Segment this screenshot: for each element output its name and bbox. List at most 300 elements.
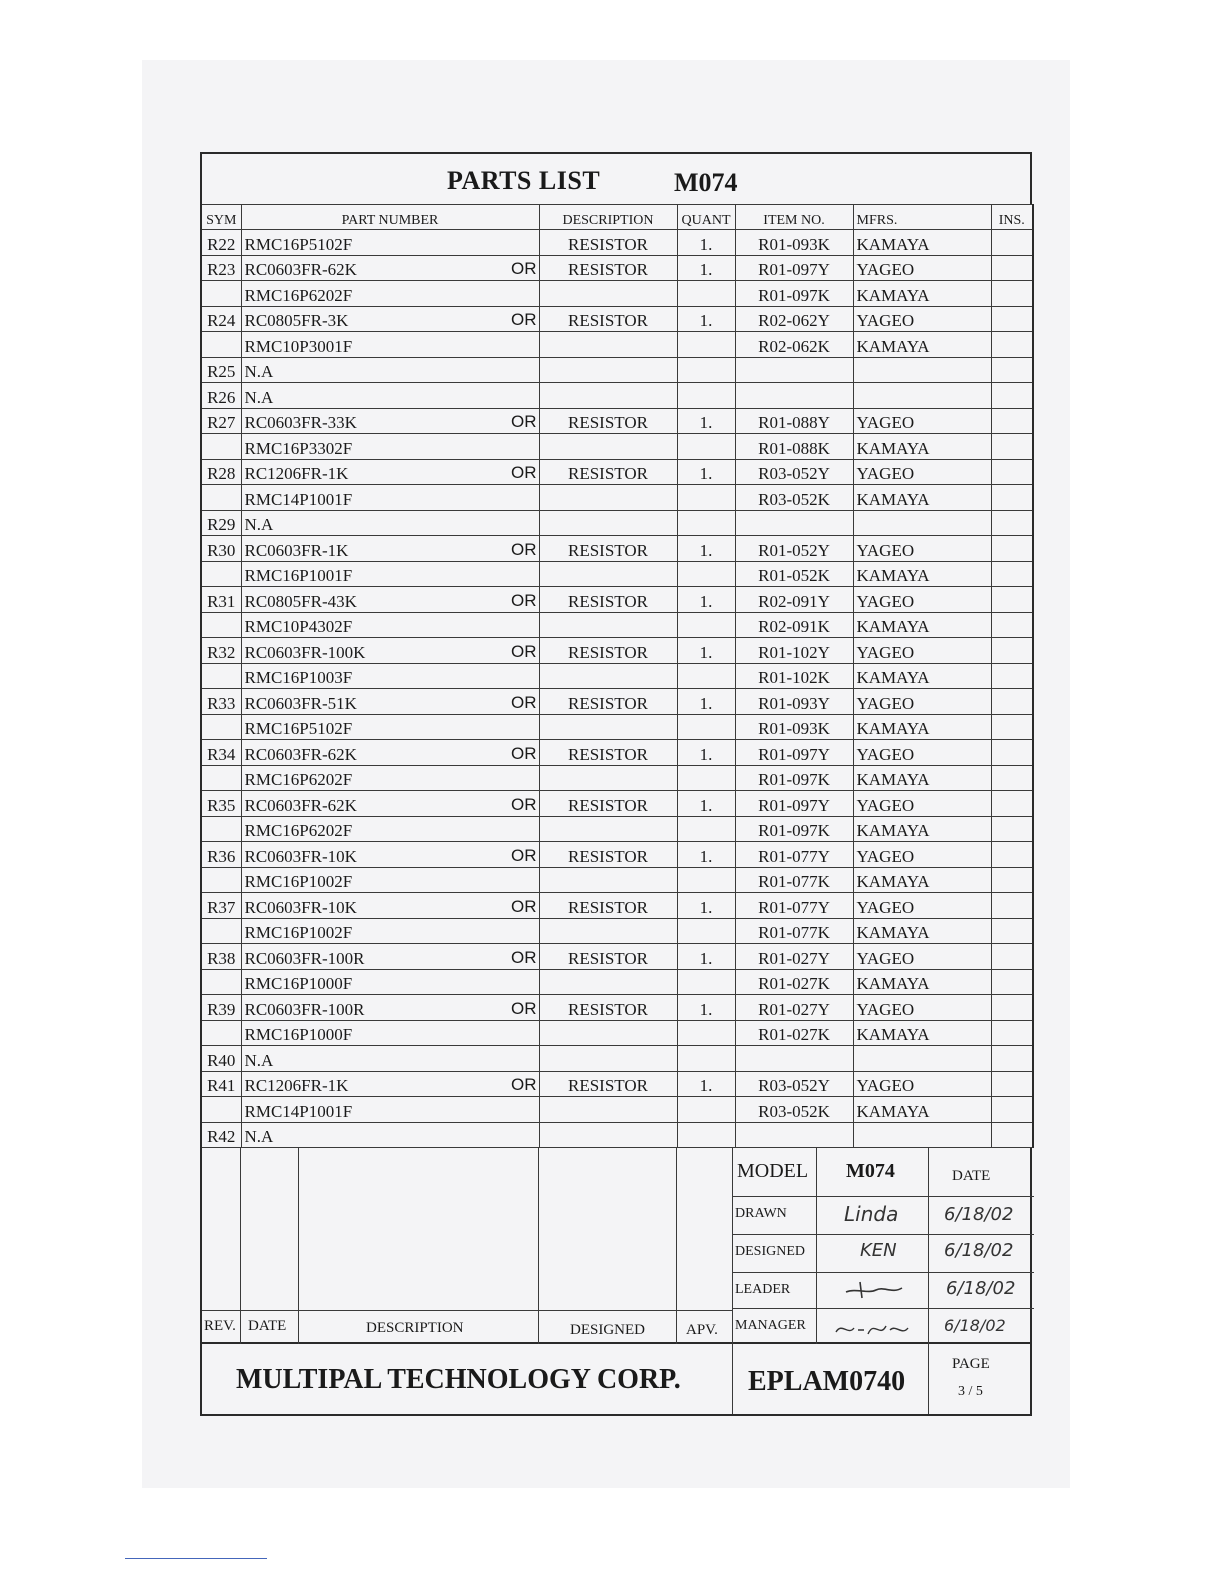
row-quantity — [677, 1046, 735, 1072]
row-sym: R24 — [201, 306, 241, 332]
row-description: RESISTOR — [539, 638, 677, 664]
row-part-cell — [241, 714, 539, 740]
title-row — [200, 152, 1032, 204]
row-sym: R37 — [201, 893, 241, 919]
row-quantity: 1. — [677, 638, 735, 664]
row-part-number: RMC14P1001F — [244, 489, 353, 509]
row-description: RESISTOR — [539, 791, 677, 817]
row-manufacturer — [853, 1122, 991, 1148]
table-row — [201, 918, 1033, 944]
row-item-no: R02-062Y — [735, 306, 853, 332]
row-part-cell — [241, 638, 539, 664]
row-part-number: RMC16P3302F — [244, 438, 353, 458]
row-ins — [991, 1046, 1033, 1072]
row-description — [539, 357, 677, 383]
table-row — [201, 587, 1033, 613]
model-label: MODEL — [737, 1160, 809, 1182]
drawn-signature: Linda — [844, 1202, 899, 1226]
row-part-number: RMC16P1000F — [244, 974, 353, 993]
row-manufacturer: YAGEO — [853, 255, 991, 281]
leader-signature — [842, 1276, 906, 1302]
row-item-no: R01-077K — [735, 918, 853, 944]
row-part-number: N.A — [244, 362, 274, 381]
row-or-marker: OR — [511, 692, 537, 712]
leader-label: LEADER — [735, 1282, 791, 1297]
row-manufacturer: YAGEO — [853, 536, 991, 562]
row-quantity: 1. — [677, 842, 735, 868]
row-part-cell — [241, 842, 539, 868]
row-sym: R33 — [201, 689, 241, 715]
row-ins — [991, 332, 1033, 358]
row-ins — [991, 587, 1033, 613]
table-row — [201, 1071, 1033, 1097]
table-row — [201, 510, 1033, 536]
row-quantity: 1. — [677, 689, 735, 715]
row-part-number: RMC16P1001F — [244, 566, 353, 585]
row-manufacturer: YAGEO — [853, 689, 991, 715]
row-sym: R39 — [201, 995, 241, 1021]
row-part-cell — [241, 383, 539, 409]
rev-date-label: DATE — [248, 1318, 287, 1334]
parts-list-sheet — [200, 152, 1032, 1416]
row-ins — [991, 1020, 1033, 1046]
row-part-number: RMC14P1001F — [244, 1101, 353, 1121]
row-sym — [201, 612, 241, 638]
row-or-marker: OR — [511, 310, 537, 329]
parts-table — [200, 204, 1034, 1148]
row-description — [539, 281, 677, 307]
row-quantity — [677, 434, 735, 460]
row-ins — [991, 740, 1033, 766]
row-ins — [991, 765, 1033, 791]
row-item-no: R01-077K — [735, 867, 853, 893]
row-manufacturer: YAGEO — [853, 995, 991, 1021]
row-ins — [991, 867, 1033, 893]
row-item-no: R01-093K — [735, 714, 853, 740]
row-ins — [991, 816, 1033, 842]
footnote-rule — [125, 1558, 267, 1559]
row-ins — [991, 944, 1033, 970]
row-description: RESISTOR — [539, 893, 677, 919]
row-quantity — [677, 281, 735, 307]
row-description: RESISTOR — [539, 995, 677, 1021]
row-manufacturer: YAGEO — [853, 842, 991, 868]
table-row — [201, 765, 1033, 791]
row-manufacturer: YAGEO — [853, 740, 991, 766]
row-manufacturer: YAGEO — [853, 1071, 991, 1097]
row-description: RESISTOR — [539, 408, 677, 434]
row-part-cell — [241, 306, 539, 332]
row-ins — [991, 485, 1033, 511]
row-part-cell — [241, 281, 539, 307]
row-part-number: RC0603FR-100K — [244, 642, 366, 662]
row-item-no: R01-102Y — [735, 638, 853, 664]
row-description — [539, 969, 677, 995]
row-ins — [991, 842, 1033, 868]
row-part-cell — [241, 689, 539, 715]
row-ins — [991, 612, 1033, 638]
row-manufacturer: KAMAYA — [853, 714, 991, 740]
row-sym: R34 — [201, 740, 241, 766]
row-part-cell — [241, 408, 539, 434]
table-row — [201, 1046, 1033, 1072]
row-item-no: R01-052Y — [735, 536, 853, 562]
row-item-no: R01-097Y — [735, 255, 853, 281]
row-item-no: R03-052Y — [735, 459, 853, 485]
row-sym: R26 — [201, 383, 241, 409]
row-item-no: R01-102K — [735, 663, 853, 689]
table-row — [201, 740, 1033, 766]
row-item-no: R01-088Y — [735, 408, 853, 434]
row-or-marker: OR — [511, 794, 537, 814]
row-part-cell — [241, 459, 539, 485]
table-row — [201, 969, 1033, 995]
row-quantity — [677, 663, 735, 689]
row-sym — [201, 867, 241, 893]
row-sym — [201, 969, 241, 995]
row-ins — [991, 434, 1033, 460]
row-item-no: R01-052K — [735, 561, 853, 587]
row-quantity: 1. — [677, 791, 735, 817]
row-part-number: RMC16P6202F — [244, 285, 353, 305]
row-part-number: RC0603FR-62K — [244, 795, 357, 815]
model-value: M074 — [846, 1160, 895, 1182]
row-part-number: RC0603FR-10K — [244, 897, 357, 917]
row-description: RESISTOR — [539, 689, 677, 715]
row-sym: R31 — [201, 587, 241, 613]
row-sym: R40 — [201, 1046, 241, 1072]
row-description: RESISTOR — [539, 459, 677, 485]
row-quantity: 1. — [677, 306, 735, 332]
row-part-cell — [241, 867, 539, 893]
row-manufacturer: YAGEO — [853, 791, 991, 817]
col-header-quant: QUANT — [677, 205, 735, 230]
table-row — [201, 816, 1033, 842]
row-sym: R28 — [201, 459, 241, 485]
col-header-item-no: ITEM NO. — [735, 205, 853, 230]
row-part-number: RMC16P1000F — [244, 1025, 353, 1044]
table-row — [201, 281, 1033, 307]
table-row — [201, 893, 1033, 919]
row-ins — [991, 306, 1033, 332]
row-or-marker: OR — [511, 947, 537, 967]
table-row — [201, 944, 1033, 970]
row-part-cell — [241, 1071, 539, 1097]
rev-label: REV. — [204, 1318, 236, 1334]
row-sym — [201, 434, 241, 460]
row-part-cell — [241, 485, 539, 511]
row-manufacturer: KAMAYA — [853, 561, 991, 587]
table-row — [201, 434, 1033, 460]
row-part-number: RC0603FR-100R — [244, 948, 365, 968]
row-ins — [991, 383, 1033, 409]
row-part-cell — [241, 740, 539, 766]
row-part-cell — [241, 612, 539, 638]
row-quantity — [677, 1122, 735, 1148]
row-quantity: 1. — [677, 944, 735, 970]
row-sym: R29 — [201, 510, 241, 536]
row-ins — [991, 255, 1033, 281]
row-quantity — [677, 1097, 735, 1123]
col-header-sym: SYM — [201, 205, 241, 230]
row-manufacturer: KAMAYA — [853, 867, 991, 893]
row-manufacturer: KAMAYA — [853, 612, 991, 638]
row-or-marker: OR — [511, 590, 537, 610]
row-ins — [991, 357, 1033, 383]
row-or-marker: OR — [511, 845, 537, 865]
title-model-code: M074 — [674, 168, 738, 197]
row-quantity — [677, 867, 735, 893]
row-quantity — [677, 357, 735, 383]
page-label: PAGE — [952, 1356, 990, 1372]
row-part-number: N.A — [244, 387, 274, 407]
date-label: DATE — [952, 1168, 991, 1184]
row-manufacturer: KAMAYA — [853, 1097, 991, 1123]
row-manufacturer: KAMAYA — [853, 230, 991, 256]
page-title: PARTS LIST — [447, 166, 601, 195]
row-sym — [201, 561, 241, 587]
footer-block — [200, 1344, 1032, 1416]
row-or-marker: OR — [511, 259, 537, 278]
designed-signature: KEN — [860, 1240, 897, 1261]
row-or-marker: OR — [511, 463, 537, 482]
row-description: RESISTOR — [539, 536, 677, 562]
row-ins — [991, 408, 1033, 434]
row-part-number: RC0603FR-62K — [244, 744, 357, 764]
row-part-number: RMC16P5102F — [244, 234, 353, 254]
row-description: RESISTOR — [539, 842, 677, 868]
row-ins — [991, 689, 1033, 715]
row-sym — [201, 714, 241, 740]
revision-and-title-block — [200, 1148, 1032, 1344]
document-number: EPLAM0740 — [748, 1366, 906, 1397]
row-manufacturer — [853, 1046, 991, 1072]
row-description — [539, 485, 677, 511]
row-or-marker: OR — [511, 998, 537, 1018]
row-sym — [201, 663, 241, 689]
table-row — [201, 689, 1033, 715]
row-or-marker: OR — [511, 896, 537, 916]
row-part-number: N.A — [244, 1050, 274, 1070]
row-ins — [991, 663, 1033, 689]
row-manufacturer: KAMAYA — [853, 1020, 991, 1046]
row-part-number: RC0603FR-1K — [244, 540, 349, 560]
table-row — [201, 638, 1033, 664]
row-sym — [201, 918, 241, 944]
row-sym: R23 — [201, 255, 241, 281]
table-row — [201, 714, 1033, 740]
row-sym: R22 — [201, 230, 241, 256]
row-item-no: R01-077Y — [735, 893, 853, 919]
row-item-no: R01-097K — [735, 816, 853, 842]
row-ins — [991, 561, 1033, 587]
table-row — [201, 536, 1033, 562]
row-description — [539, 918, 677, 944]
row-part-number: RC0603FR-10K — [244, 846, 357, 866]
row-description — [539, 867, 677, 893]
table-row — [201, 1020, 1033, 1046]
row-part-number: RC0603FR-100R — [244, 999, 365, 1019]
row-item-no: R02-062K — [735, 332, 853, 358]
row-part-cell — [241, 1020, 539, 1046]
row-part-cell — [241, 434, 539, 460]
designed-label: DESIGNED — [735, 1244, 805, 1259]
row-quantity: 1. — [677, 893, 735, 919]
row-ins — [991, 230, 1033, 256]
col-header-description: DESCRIPTION — [539, 205, 677, 230]
row-part-cell — [241, 791, 539, 817]
manager-signature — [832, 1316, 912, 1340]
row-quantity: 1. — [677, 995, 735, 1021]
row-description — [539, 663, 677, 689]
row-item-no: R01-088K — [735, 434, 853, 460]
row-description: RESISTOR — [539, 230, 677, 256]
row-quantity — [677, 332, 735, 358]
row-or-marker: OR — [511, 412, 537, 431]
table-row — [201, 561, 1033, 587]
row-ins — [991, 893, 1033, 919]
row-or-marker: OR — [511, 641, 537, 661]
table-row — [201, 255, 1033, 281]
row-part-cell — [241, 893, 539, 919]
rev-apv-label: APV. — [686, 1322, 718, 1338]
row-sym — [201, 485, 241, 511]
row-or-marker: OR — [511, 1075, 537, 1094]
row-manufacturer: KAMAYA — [853, 281, 991, 307]
row-sym — [201, 281, 241, 307]
row-description — [539, 510, 677, 536]
row-item-no: R03-052K — [735, 1097, 853, 1123]
row-part-cell — [241, 536, 539, 562]
row-part-number: RC0603FR-51K — [244, 693, 357, 713]
table-row — [201, 332, 1033, 358]
row-sym: R42 — [201, 1122, 241, 1148]
row-sym: R32 — [201, 638, 241, 664]
row-part-cell — [241, 510, 539, 536]
rev-description-label: DESCRIPTION — [366, 1320, 464, 1336]
row-ins — [991, 281, 1033, 307]
row-sym: R38 — [201, 944, 241, 970]
row-description — [539, 1097, 677, 1123]
row-ins — [991, 969, 1033, 995]
row-manufacturer — [853, 357, 991, 383]
row-quantity — [677, 612, 735, 638]
row-part-cell — [241, 1122, 539, 1148]
row-part-cell — [241, 918, 539, 944]
row-part-number: RC1206FR-1K — [244, 464, 349, 483]
row-item-no — [735, 1122, 853, 1148]
row-manufacturer: YAGEO — [853, 944, 991, 970]
row-quantity — [677, 485, 735, 511]
row-part-cell — [241, 765, 539, 791]
row-item-no: R02-091Y — [735, 587, 853, 613]
table-row — [201, 357, 1033, 383]
row-manufacturer: YAGEO — [853, 306, 991, 332]
row-description: RESISTOR — [539, 255, 677, 281]
row-part-cell — [241, 995, 539, 1021]
row-item-no: R01-097Y — [735, 791, 853, 817]
manager-date: 6/18/02 — [944, 1316, 1006, 1335]
table-row — [201, 842, 1033, 868]
row-item-no: R01-093Y — [735, 689, 853, 715]
row-part-cell — [241, 332, 539, 358]
drawn-label: DRAWN — [735, 1206, 787, 1221]
row-manufacturer: KAMAYA — [853, 663, 991, 689]
table-row — [201, 1097, 1033, 1123]
row-item-no: R01-077Y — [735, 842, 853, 868]
row-quantity: 1. — [677, 459, 735, 485]
row-quantity: 1. — [677, 740, 735, 766]
row-part-cell — [241, 561, 539, 587]
row-quantity — [677, 510, 735, 536]
row-quantity — [677, 714, 735, 740]
row-quantity — [677, 816, 735, 842]
row-sym — [201, 816, 241, 842]
designed-date: 6/18/02 — [944, 1240, 1014, 1261]
row-quantity: 1. — [677, 1071, 735, 1097]
row-manufacturer: KAMAYA — [853, 918, 991, 944]
row-manufacturer: KAMAYA — [853, 332, 991, 358]
row-part-number: RC0603FR-33K — [244, 413, 357, 432]
manager-label: MANAGER — [735, 1318, 806, 1333]
row-part-number: RMC16P1003F — [244, 668, 353, 687]
page-number: 3 / 5 — [958, 1384, 983, 1399]
row-part-number: RC1206FR-1K — [244, 1076, 349, 1095]
row-description — [539, 714, 677, 740]
row-manufacturer: YAGEO — [853, 587, 991, 613]
row-manufacturer: KAMAYA — [853, 816, 991, 842]
row-quantity — [677, 1020, 735, 1046]
row-part-cell — [241, 230, 539, 256]
row-item-no — [735, 1046, 853, 1072]
row-item-no: R03-052Y — [735, 1071, 853, 1097]
row-item-no: R01-097K — [735, 281, 853, 307]
col-header-ins: INS. — [991, 205, 1033, 230]
row-quantity — [677, 561, 735, 587]
row-ins — [991, 1071, 1033, 1097]
row-quantity — [677, 969, 735, 995]
row-description — [539, 561, 677, 587]
row-part-number: RMC16P6202F — [244, 770, 353, 789]
table-row — [201, 459, 1033, 485]
row-description — [539, 816, 677, 842]
row-part-cell — [241, 357, 539, 383]
row-description — [539, 612, 677, 638]
row-description — [539, 332, 677, 358]
row-part-number: RMC16P5102F — [244, 719, 353, 738]
row-sym: R25 — [201, 357, 241, 383]
rev-designed-label: DESIGNED — [570, 1322, 645, 1338]
row-part-number: RC0805FR-3K — [244, 311, 349, 330]
row-or-marker: OR — [511, 743, 537, 763]
row-item-no: R01-097Y — [735, 740, 853, 766]
row-item-no: R01-097K — [735, 765, 853, 791]
row-ins — [991, 1097, 1033, 1123]
row-sym: R30 — [201, 536, 241, 562]
row-ins — [991, 918, 1033, 944]
row-quantity: 1. — [677, 536, 735, 562]
row-item-no: R01-027K — [735, 1020, 853, 1046]
table-row — [201, 306, 1033, 332]
row-item-no — [735, 383, 853, 409]
row-ins — [991, 995, 1033, 1021]
leader-date: 6/18/02 — [946, 1278, 1016, 1299]
row-part-number: RMC10P3001F — [244, 336, 353, 356]
row-description: RESISTOR — [539, 306, 677, 332]
row-part-number: N.A — [244, 1127, 274, 1146]
row-quantity: 1. — [677, 230, 735, 256]
row-quantity — [677, 765, 735, 791]
